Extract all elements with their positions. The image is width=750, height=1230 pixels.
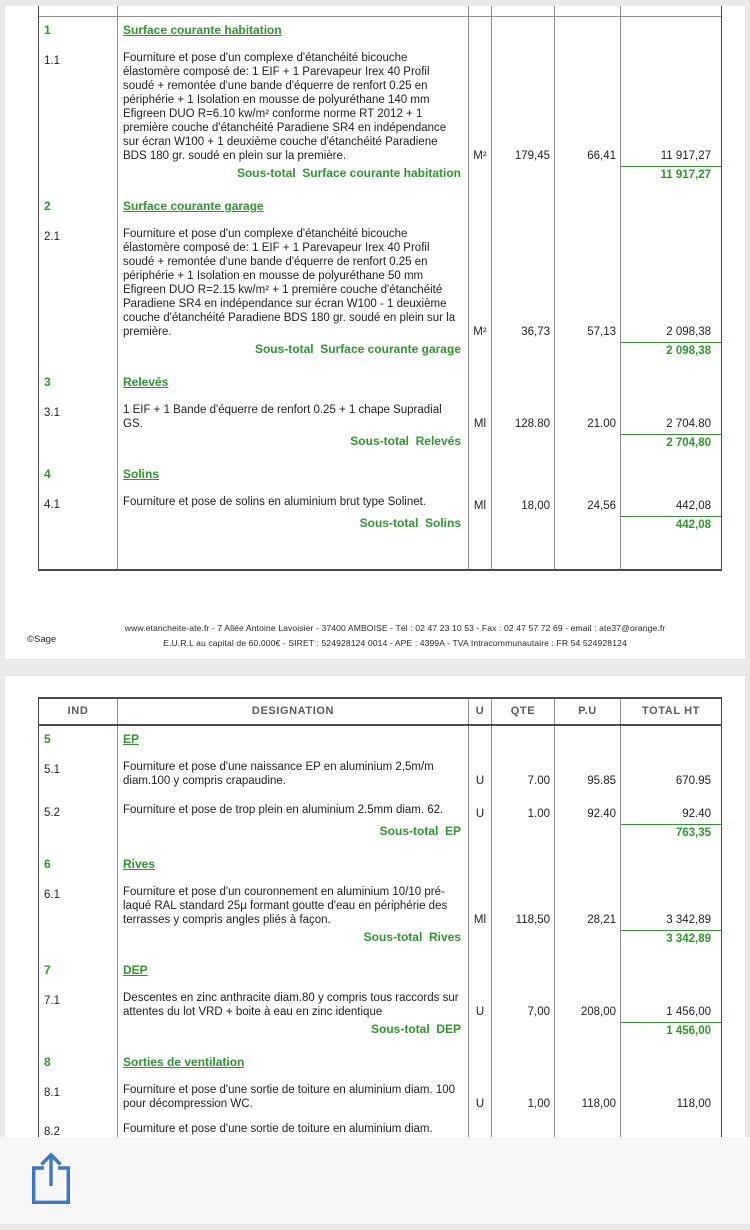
price-cell xyxy=(555,1022,621,1049)
total-cell xyxy=(621,1083,721,1114)
header-unit-price: P.U xyxy=(555,699,621,724)
qty-cell xyxy=(492,957,555,991)
qty-cell xyxy=(492,342,555,369)
total-cell xyxy=(621,461,721,495)
item-description: Fourniture et pose d'une sortie de toiture en aluminium diam. xyxy=(123,1123,433,1135)
item-unit: Ml xyxy=(473,914,487,926)
qty-cell xyxy=(492,193,555,227)
unit-cell xyxy=(469,957,492,991)
total-cell xyxy=(621,543,721,569)
qty-cell xyxy=(492,1083,555,1114)
ind-cell xyxy=(39,726,118,760)
table-row-subtotal-4 xyxy=(39,516,721,543)
subtotal-value: 11 917,27 xyxy=(660,169,711,181)
unit-cell xyxy=(469,543,492,569)
item-total: 3 342,89 xyxy=(666,914,711,926)
item-unit-price: 21.00 xyxy=(587,418,616,430)
price-cell xyxy=(555,6,621,16)
designation-cell xyxy=(118,434,469,461)
designation-cell xyxy=(118,930,469,957)
unit-cell xyxy=(469,227,492,342)
qty-cell xyxy=(492,824,555,851)
item-unit: Ml xyxy=(473,418,487,430)
designation-cell xyxy=(118,791,469,824)
qty-cell xyxy=(492,991,555,1022)
subtotal-value: 763,35 xyxy=(675,827,711,839)
ind-cell xyxy=(39,1022,118,1049)
price-cell xyxy=(555,434,621,461)
item-unit: U xyxy=(475,1006,485,1018)
item-unit-price: 57,13 xyxy=(587,326,616,338)
price-cell xyxy=(555,957,621,991)
section-number: 4 xyxy=(44,467,51,481)
item-total: 442,08 xyxy=(675,500,711,512)
qty-cell xyxy=(492,851,555,885)
item-qty: 7,00 xyxy=(527,1006,550,1018)
unit-cell xyxy=(469,1083,492,1114)
item-description: Fourniture et pose d'un couronnement en aluminium 10/10 pré-laqué RAL standard 25µ formant goutte d'eau en périphérie des terrasses y compris angles pliés à façon. xyxy=(123,886,448,926)
item-description: Fourniture et pose de solins en aluminium brut type Solinet. xyxy=(123,496,426,508)
designation-cell xyxy=(118,1022,469,1049)
item-number: 5.2 xyxy=(44,807,60,819)
designation-cell xyxy=(118,17,469,51)
qty-cell xyxy=(492,166,555,193)
designation-cell xyxy=(118,342,469,369)
designation-cell xyxy=(118,1083,469,1114)
table-row-section-6 xyxy=(39,851,721,885)
header-qty: QTE xyxy=(492,699,555,724)
qty-cell xyxy=(492,726,555,760)
section-title: Sorties de ventilation xyxy=(123,1055,245,1069)
designation-cell xyxy=(118,957,469,991)
ind-cell xyxy=(39,885,118,930)
section-title: Rives xyxy=(123,857,156,871)
table-row-item-6-1 xyxy=(39,885,721,930)
item-unit: M² xyxy=(473,150,487,162)
table-row-item-2-1 xyxy=(39,227,721,342)
price-cell xyxy=(555,851,621,885)
ind-cell xyxy=(39,1083,118,1114)
item-qty: 179,45 xyxy=(514,150,550,162)
qty-cell xyxy=(492,930,555,957)
price-cell xyxy=(555,1114,621,1137)
ind-cell xyxy=(39,543,118,569)
ind-cell xyxy=(39,760,118,791)
section-title: DEP xyxy=(123,963,148,977)
ind-cell xyxy=(39,193,118,227)
item-number: 4.1 xyxy=(44,499,60,511)
unit-cell xyxy=(469,991,492,1022)
total-cell xyxy=(621,166,721,193)
total-cell xyxy=(621,885,721,930)
price-cell xyxy=(555,543,621,569)
table-row-section-2 xyxy=(39,193,721,227)
item-qty: 128.80 xyxy=(514,418,550,430)
price-cell xyxy=(555,791,621,824)
footer-legal-line: E.U.R.L au capital de 60.000€ - SIRET : 524928124 0014 - APE : 4399A - TVA Intracommunautaire : FR 54 524928124 xyxy=(163,638,627,648)
ind-cell xyxy=(39,791,118,824)
ind-cell xyxy=(39,434,118,461)
item-total: 2 704.80 xyxy=(666,418,711,430)
designation-cell xyxy=(118,1049,469,1083)
item-unit-price: 28,21 xyxy=(587,914,616,926)
table-row-item-8-2 xyxy=(39,1114,721,1137)
ind-cell xyxy=(39,930,118,957)
section-number: 6 xyxy=(44,857,51,871)
item-description: Fourniture et pose d'un complexe d'étanchéité bicouche élastomère composé de: 1 EIF + 1 Parevapeur Irex 40 Profil soudé + remontée d'une bande d'équerre de renfort 0.25 en périphérie + 1 Isolation en mousse de polyuréthane 50 mm Efigreen DUO R=2.15 kw/m² + 1 première couche d'étanchéité Paradiene SR4 en indépendance sur écran W100 - 1 deuxième couche d'étanchéité Paradiene BDS 180 gr. soudé en plein sur la première. xyxy=(123,228,456,338)
designation-cell xyxy=(118,403,469,434)
subtotal-label: Sous-total Surface courante garage xyxy=(254,342,461,356)
designation-cell xyxy=(118,885,469,930)
total-cell xyxy=(621,930,721,957)
ind-cell xyxy=(39,342,118,369)
subtotal-label: Sous-total DEP xyxy=(370,1022,461,1036)
unit-cell xyxy=(469,166,492,193)
designation-cell xyxy=(118,543,469,569)
total-cell xyxy=(621,957,721,991)
table-row-section-3 xyxy=(39,369,721,403)
item-total: 2 098,38 xyxy=(666,326,711,338)
total-cell xyxy=(621,369,721,403)
subtotal-label: Sous-total Rives xyxy=(363,930,461,944)
item-qty: 118,50 xyxy=(515,914,550,926)
total-cell xyxy=(621,51,721,166)
item-total: 118,00 xyxy=(676,1098,711,1110)
ind-cell xyxy=(39,166,118,193)
price-cell xyxy=(555,403,621,434)
unit-cell xyxy=(469,403,492,434)
item-unit: U xyxy=(475,808,485,820)
table-header-row xyxy=(39,699,721,726)
item-qty: 36,73 xyxy=(521,326,550,338)
table-row-item-7-1 xyxy=(39,991,721,1022)
sage-copyright: ©Sage xyxy=(27,634,57,645)
total-cell xyxy=(621,495,721,516)
unit-cell xyxy=(469,495,492,516)
unit-cell xyxy=(469,6,492,16)
table-row-subtotal-7 xyxy=(39,1022,721,1049)
table-row-section-4 xyxy=(39,461,721,495)
price-cell xyxy=(555,824,621,851)
subtotal-label: Sous-total Surface courante habitation xyxy=(236,166,461,180)
subtotal-value: 1 456,00 xyxy=(666,1025,711,1037)
price-cell xyxy=(555,166,621,193)
item-description: 1 EIF + 1 Bande d'équerre de renfort 0.25 + 1 chape Supradial GS. xyxy=(123,404,442,430)
item-unit-price: 95.85 xyxy=(587,775,616,787)
qty-cell xyxy=(492,1114,555,1137)
item-unit-price: 92.40 xyxy=(587,808,616,820)
price-cell xyxy=(555,342,621,369)
designation-cell xyxy=(118,193,469,227)
unit-cell xyxy=(469,791,492,824)
ind-cell xyxy=(39,516,118,543)
designation-cell xyxy=(118,495,469,516)
price-cell xyxy=(555,193,621,227)
qty-cell xyxy=(492,791,555,824)
table-row-section-8 xyxy=(39,1049,721,1083)
designation-cell xyxy=(118,851,469,885)
ind-cell xyxy=(39,824,118,851)
designation-cell xyxy=(118,6,469,16)
ind-cell xyxy=(39,991,118,1022)
total-cell xyxy=(621,1049,721,1083)
section-number: 8 xyxy=(44,1055,51,1069)
designation-cell xyxy=(118,51,469,166)
total-cell xyxy=(621,516,721,543)
item-number: 8.2 xyxy=(44,1126,60,1137)
unit-cell xyxy=(469,434,492,461)
qty-cell xyxy=(492,516,555,543)
price-cell xyxy=(555,991,621,1022)
designation-cell xyxy=(118,461,469,495)
table-row-item-8-1 xyxy=(39,1083,721,1114)
item-unit-price: 66,41 xyxy=(587,150,616,162)
quote-table-page1 xyxy=(38,6,722,571)
price-cell xyxy=(555,17,621,51)
unit-cell xyxy=(469,1022,492,1049)
total-cell xyxy=(621,193,721,227)
subtotal-value: 442,08 xyxy=(675,519,711,531)
qty-cell xyxy=(492,1022,555,1049)
unit-cell xyxy=(469,1114,492,1137)
qty-cell xyxy=(492,227,555,342)
unit-cell xyxy=(469,1049,492,1083)
header-unit: U xyxy=(469,699,492,724)
unit-cell xyxy=(469,369,492,403)
section-title: Surface courante garage xyxy=(123,199,264,213)
total-cell xyxy=(621,824,721,851)
item-description: Fourniture et pose de trop plein en aluminium 2.5mm diam. 62. xyxy=(123,804,444,816)
item-number: 5.1 xyxy=(44,764,60,776)
item-number: 8.1 xyxy=(44,1087,60,1099)
price-cell xyxy=(555,495,621,516)
table-row-item-4-1 xyxy=(39,495,721,516)
unit-cell xyxy=(469,51,492,166)
total-cell xyxy=(621,434,721,461)
designation-cell xyxy=(118,824,469,851)
table-row-item-1-1 xyxy=(39,51,721,166)
section-title: Surface courante habitation xyxy=(123,23,282,37)
price-cell xyxy=(555,885,621,930)
ind-cell xyxy=(39,495,118,516)
ind-cell xyxy=(39,17,118,51)
designation-cell xyxy=(118,369,469,403)
qty-cell xyxy=(492,760,555,791)
unit-cell xyxy=(469,726,492,760)
table-row-item-3-1 xyxy=(39,403,721,434)
total-cell xyxy=(621,851,721,885)
section-title: Relevés xyxy=(123,375,169,389)
designation-cell xyxy=(118,760,469,791)
ind-cell xyxy=(39,957,118,991)
total-cell xyxy=(621,791,721,824)
table-row-subtotal-6 xyxy=(39,930,721,957)
price-cell xyxy=(555,1083,621,1114)
table-row-empty xyxy=(39,543,721,569)
subtotal-value: 2 098,38 xyxy=(666,345,711,357)
ind-cell xyxy=(39,461,118,495)
item-description: Descentes en zinc anthracite diam.80 y compris tous raccords sur attentes du lot VRD + boite à eau en zinc identique xyxy=(123,992,459,1018)
table-row-clipped xyxy=(39,6,721,17)
table-row-subtotal-2 xyxy=(39,342,721,369)
ind-cell xyxy=(39,6,118,16)
ind-cell xyxy=(39,851,118,885)
total-cell xyxy=(621,760,721,791)
unit-cell xyxy=(469,342,492,369)
section-number: 5 xyxy=(44,732,51,746)
qty-cell xyxy=(492,403,555,434)
price-cell xyxy=(555,930,621,957)
total-cell xyxy=(621,342,721,369)
unit-cell xyxy=(469,930,492,957)
ind-cell xyxy=(39,1114,118,1137)
item-qty: 1,00 xyxy=(527,1098,550,1110)
share-button[interactable] xyxy=(28,1150,74,1210)
item-qty: 7.00 xyxy=(527,775,550,787)
qty-cell xyxy=(492,543,555,569)
qty-cell xyxy=(492,885,555,930)
item-unit: M² xyxy=(473,326,487,338)
qty-cell xyxy=(492,369,555,403)
designation-cell xyxy=(118,1114,469,1137)
subtotal-value: 3 342,89 xyxy=(666,933,711,945)
item-total: 92.40 xyxy=(682,808,711,820)
unit-cell xyxy=(469,851,492,885)
ind-cell xyxy=(39,403,118,434)
unit-cell xyxy=(469,516,492,543)
section-number: 1 xyxy=(44,23,51,37)
table-row-subtotal-5 xyxy=(39,824,721,851)
item-unit-price: 118,00 xyxy=(581,1098,616,1110)
item-unit: U xyxy=(475,775,485,787)
qty-cell xyxy=(492,6,555,16)
item-unit-price: 208,00 xyxy=(580,1006,616,1018)
subtotal-label: Sous-total EP xyxy=(379,824,461,838)
item-unit-price: 24,56 xyxy=(587,500,616,512)
subtotal-label: Sous-total Relevés xyxy=(350,434,461,448)
unit-cell xyxy=(469,885,492,930)
subtotal-value: 2 704,80 xyxy=(666,437,711,449)
unit-cell xyxy=(469,760,492,791)
ind-cell xyxy=(39,51,118,166)
price-cell xyxy=(555,51,621,166)
header-designation: DESIGNATION xyxy=(118,699,469,724)
item-total: 11 917,27 xyxy=(660,150,711,162)
table-row-subtotal-3 xyxy=(39,434,721,461)
header-ind: IND xyxy=(39,699,118,724)
item-number: 6.1 xyxy=(44,889,60,901)
qty-cell xyxy=(492,17,555,51)
subtotal-label: Sous-total Solins xyxy=(359,516,461,530)
total-cell xyxy=(621,1022,721,1049)
price-cell xyxy=(555,461,621,495)
item-number: 3.1 xyxy=(44,407,60,419)
item-unit: Ml xyxy=(473,500,487,512)
ind-cell xyxy=(39,369,118,403)
ind-cell xyxy=(39,1049,118,1083)
item-number: 7.1 xyxy=(44,995,60,1007)
section-title: EP xyxy=(123,732,140,746)
total-cell xyxy=(621,17,721,51)
total-cell xyxy=(621,726,721,760)
total-cell xyxy=(621,1114,721,1137)
table-row-subtotal-1 xyxy=(39,166,721,193)
qty-cell xyxy=(492,461,555,495)
price-cell xyxy=(555,227,621,342)
item-description: Fourniture et pose d'un complexe d'étanchéité bicouche élastomère composé de: 1 EIF + 1 Parevapeur Irex 40 Profil soudé + remontée d'une bande d'équerre de renfort 0.25 en périphérie + 1 Isolation en mousse de polyuréthane 140 mm Efigreen DUO R=6.10 kw/m² conforme norme RT 2012 + 1 première couche d'étanchéité Paradiene SR4 en indépendance sur écran W100 + 1 deuxième couche d'étanchéité Paradiene BDS 180 gr. soudé en plein sur la première. xyxy=(123,52,447,162)
qty-cell xyxy=(492,51,555,166)
section-number: 2 xyxy=(44,199,51,213)
total-cell xyxy=(621,403,721,434)
share-icon xyxy=(29,1150,73,1207)
section-title: Solins xyxy=(123,467,160,481)
item-description: Fourniture et pose d'une naissance EP en aluminium 2,5m/m diam.100 y compris crapaudine. xyxy=(123,761,434,787)
table-row-section-7 xyxy=(39,957,721,991)
total-cell xyxy=(621,227,721,342)
item-qty: 1.00 xyxy=(527,808,550,820)
total-cell xyxy=(621,991,721,1022)
document-page-2 xyxy=(5,676,745,1137)
designation-cell xyxy=(118,516,469,543)
document-page-1 xyxy=(5,6,745,659)
unit-cell xyxy=(469,461,492,495)
item-number: 1.1 xyxy=(44,55,60,67)
item-unit: U xyxy=(475,1098,485,1110)
designation-cell xyxy=(118,227,469,342)
table-row-section-1 xyxy=(39,17,721,51)
unit-cell xyxy=(469,17,492,51)
designation-cell xyxy=(118,726,469,760)
table-row-item-5-1 xyxy=(39,760,721,791)
item-description: Fourniture et pose d'une sortie de toiture en aluminium diam. 100 pour décompression WC. xyxy=(123,1084,456,1110)
table-row-item-5-2 xyxy=(39,791,721,824)
price-cell xyxy=(555,760,621,791)
ind-cell xyxy=(39,227,118,342)
quote-table-page2 xyxy=(38,697,722,1137)
qty-cell xyxy=(492,1049,555,1083)
qty-cell xyxy=(492,495,555,516)
item-qty: 18,00 xyxy=(521,500,550,512)
price-cell xyxy=(555,516,621,543)
designation-cell xyxy=(118,166,469,193)
qty-cell xyxy=(492,434,555,461)
footer-contact-line: www.etancheite-ate.fr - 7 Allée Antoine Lavoisier - 37400 AMBOISE - Tél : 02 47 23 10 53 - Fax : 02 47 57 72 69 - email : ate37@orange.fr xyxy=(124,623,666,633)
designation-cell xyxy=(118,991,469,1022)
section-number: 7 xyxy=(44,963,51,977)
header-total: TOTAL HT xyxy=(642,705,700,717)
price-cell xyxy=(555,1049,621,1083)
item-number: 2.1 xyxy=(44,231,60,243)
table-row-section-5 xyxy=(39,726,721,760)
section-number: 3 xyxy=(44,375,51,389)
price-cell xyxy=(555,726,621,760)
unit-cell xyxy=(469,824,492,851)
bottom-toolbar xyxy=(0,1137,750,1224)
item-total: 1 456,00 xyxy=(666,1006,711,1018)
total-cell xyxy=(621,6,721,16)
unit-cell xyxy=(469,193,492,227)
price-cell xyxy=(555,369,621,403)
item-total: 670.95 xyxy=(675,775,711,787)
